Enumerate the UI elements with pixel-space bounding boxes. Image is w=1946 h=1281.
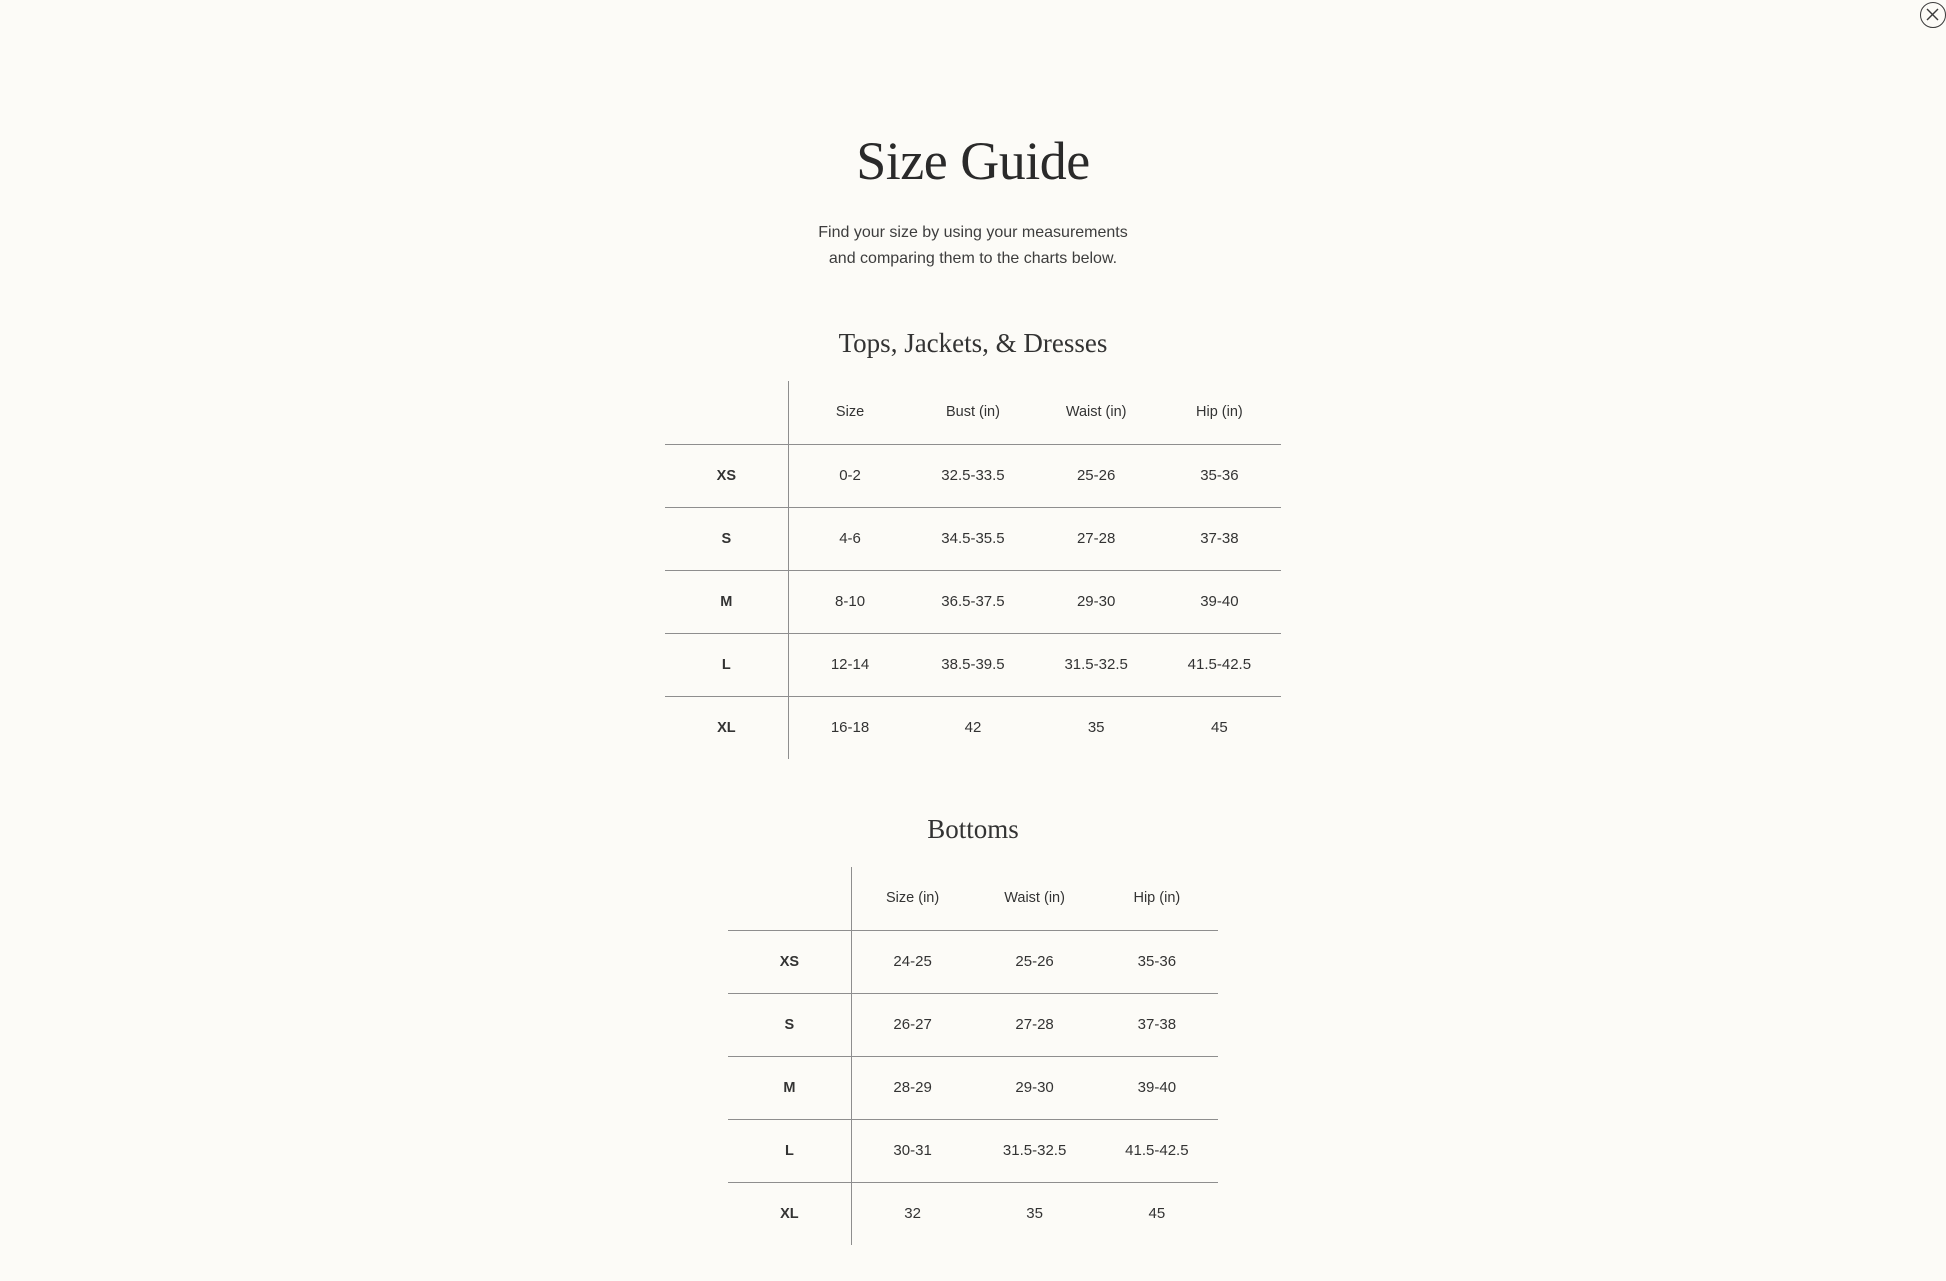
table-cell: 35-36 — [1158, 444, 1281, 507]
page-subtitle — [0, 220, 1946, 272]
subtitle-line-2: and comparing them to the charts below. — [828, 250, 1118, 267]
table-cell: 29-30 — [973, 1056, 1095, 1119]
column-header: Size (in) — [851, 867, 973, 930]
table-cell: 29-30 — [1035, 570, 1158, 633]
table-cell: 24-25 — [851, 930, 973, 993]
table-cell: 34.5-35.5 — [911, 507, 1034, 570]
row-label: XS — [665, 444, 788, 507]
table-row — [665, 570, 1281, 633]
table-row — [665, 633, 1281, 696]
table-cell: 39-40 — [1158, 570, 1281, 633]
table-row — [665, 696, 1281, 759]
column-header: Hip (in) — [1096, 867, 1218, 930]
table-cell: 35-36 — [1096, 930, 1218, 993]
table-row — [728, 930, 1218, 993]
table-cell: 25-26 — [973, 930, 1095, 993]
column-header: Size — [788, 381, 911, 444]
row-label: S — [728, 993, 851, 1056]
table-header-row — [665, 381, 1281, 444]
row-label: M — [665, 570, 788, 633]
page-title: Size Guide — [856, 131, 1090, 191]
column-header: Hip (in) — [1158, 381, 1281, 444]
table-corner-cell — [665, 381, 788, 444]
column-header: Waist (in) — [1035, 381, 1158, 444]
table-row — [728, 1056, 1218, 1119]
table-cell: 31.5-32.5 — [1035, 633, 1158, 696]
table-cell: 31.5-32.5 — [973, 1119, 1095, 1182]
table-cell: 41.5-42.5 — [1158, 633, 1281, 696]
subtitle-line-1: Find your size by using your measurements — [818, 224, 1128, 241]
column-header: Bust (in) — [911, 381, 1034, 444]
table-cell: 4-6 — [788, 507, 911, 570]
table-cell: 37-38 — [1096, 993, 1218, 1056]
table-row — [665, 507, 1281, 570]
row-label: XS — [728, 930, 851, 993]
table-cell: 8-10 — [788, 570, 911, 633]
table-cell: 25-26 — [1035, 444, 1158, 507]
table-cell: 45 — [1158, 696, 1281, 759]
close-button[interactable] — [1920, 2, 1946, 28]
table-corner-cell — [728, 867, 851, 930]
tops-size-table — [665, 381, 1281, 759]
table-row — [665, 444, 1281, 507]
row-label: M — [728, 1056, 851, 1119]
close-icon — [1926, 8, 1939, 21]
table-cell: 32.5-33.5 — [911, 444, 1034, 507]
table-cell: 27-28 — [1035, 507, 1158, 570]
row-label: XL — [728, 1182, 851, 1245]
table-cell: 35 — [1035, 696, 1158, 759]
table-cell: 30-31 — [851, 1119, 973, 1182]
row-label: XL — [665, 696, 788, 759]
table-cell: 27-28 — [973, 993, 1095, 1056]
table-cell: 38.5-39.5 — [911, 633, 1034, 696]
table-cell: 45 — [1096, 1182, 1218, 1245]
row-label: L — [665, 633, 788, 696]
table-cell: 28-29 — [851, 1056, 973, 1119]
table-cell: 26-27 — [851, 993, 973, 1056]
table-cell: 36.5-37.5 — [911, 570, 1034, 633]
table-row — [728, 1119, 1218, 1182]
tops-section-title: Tops, Jackets, & Dresses — [838, 328, 1108, 358]
table-cell: 16-18 — [788, 696, 911, 759]
row-label: L — [728, 1119, 851, 1182]
table-cell: 12-14 — [788, 633, 911, 696]
table-cell: 39-40 — [1096, 1056, 1218, 1119]
table-cell: 32 — [851, 1182, 973, 1245]
bottoms-section-title: Bottoms — [927, 814, 1019, 844]
table-header-row — [728, 867, 1218, 930]
table-cell: 42 — [911, 696, 1034, 759]
table-cell: 41.5-42.5 — [1096, 1119, 1218, 1182]
table-row — [728, 1182, 1218, 1245]
table-row — [728, 993, 1218, 1056]
row-label: S — [665, 507, 788, 570]
bottoms-size-table — [728, 867, 1218, 1245]
table-cell: 35 — [973, 1182, 1095, 1245]
column-header: Waist (in) — [973, 867, 1095, 930]
table-cell: 37-38 — [1158, 507, 1281, 570]
table-cell: 0-2 — [788, 444, 911, 507]
